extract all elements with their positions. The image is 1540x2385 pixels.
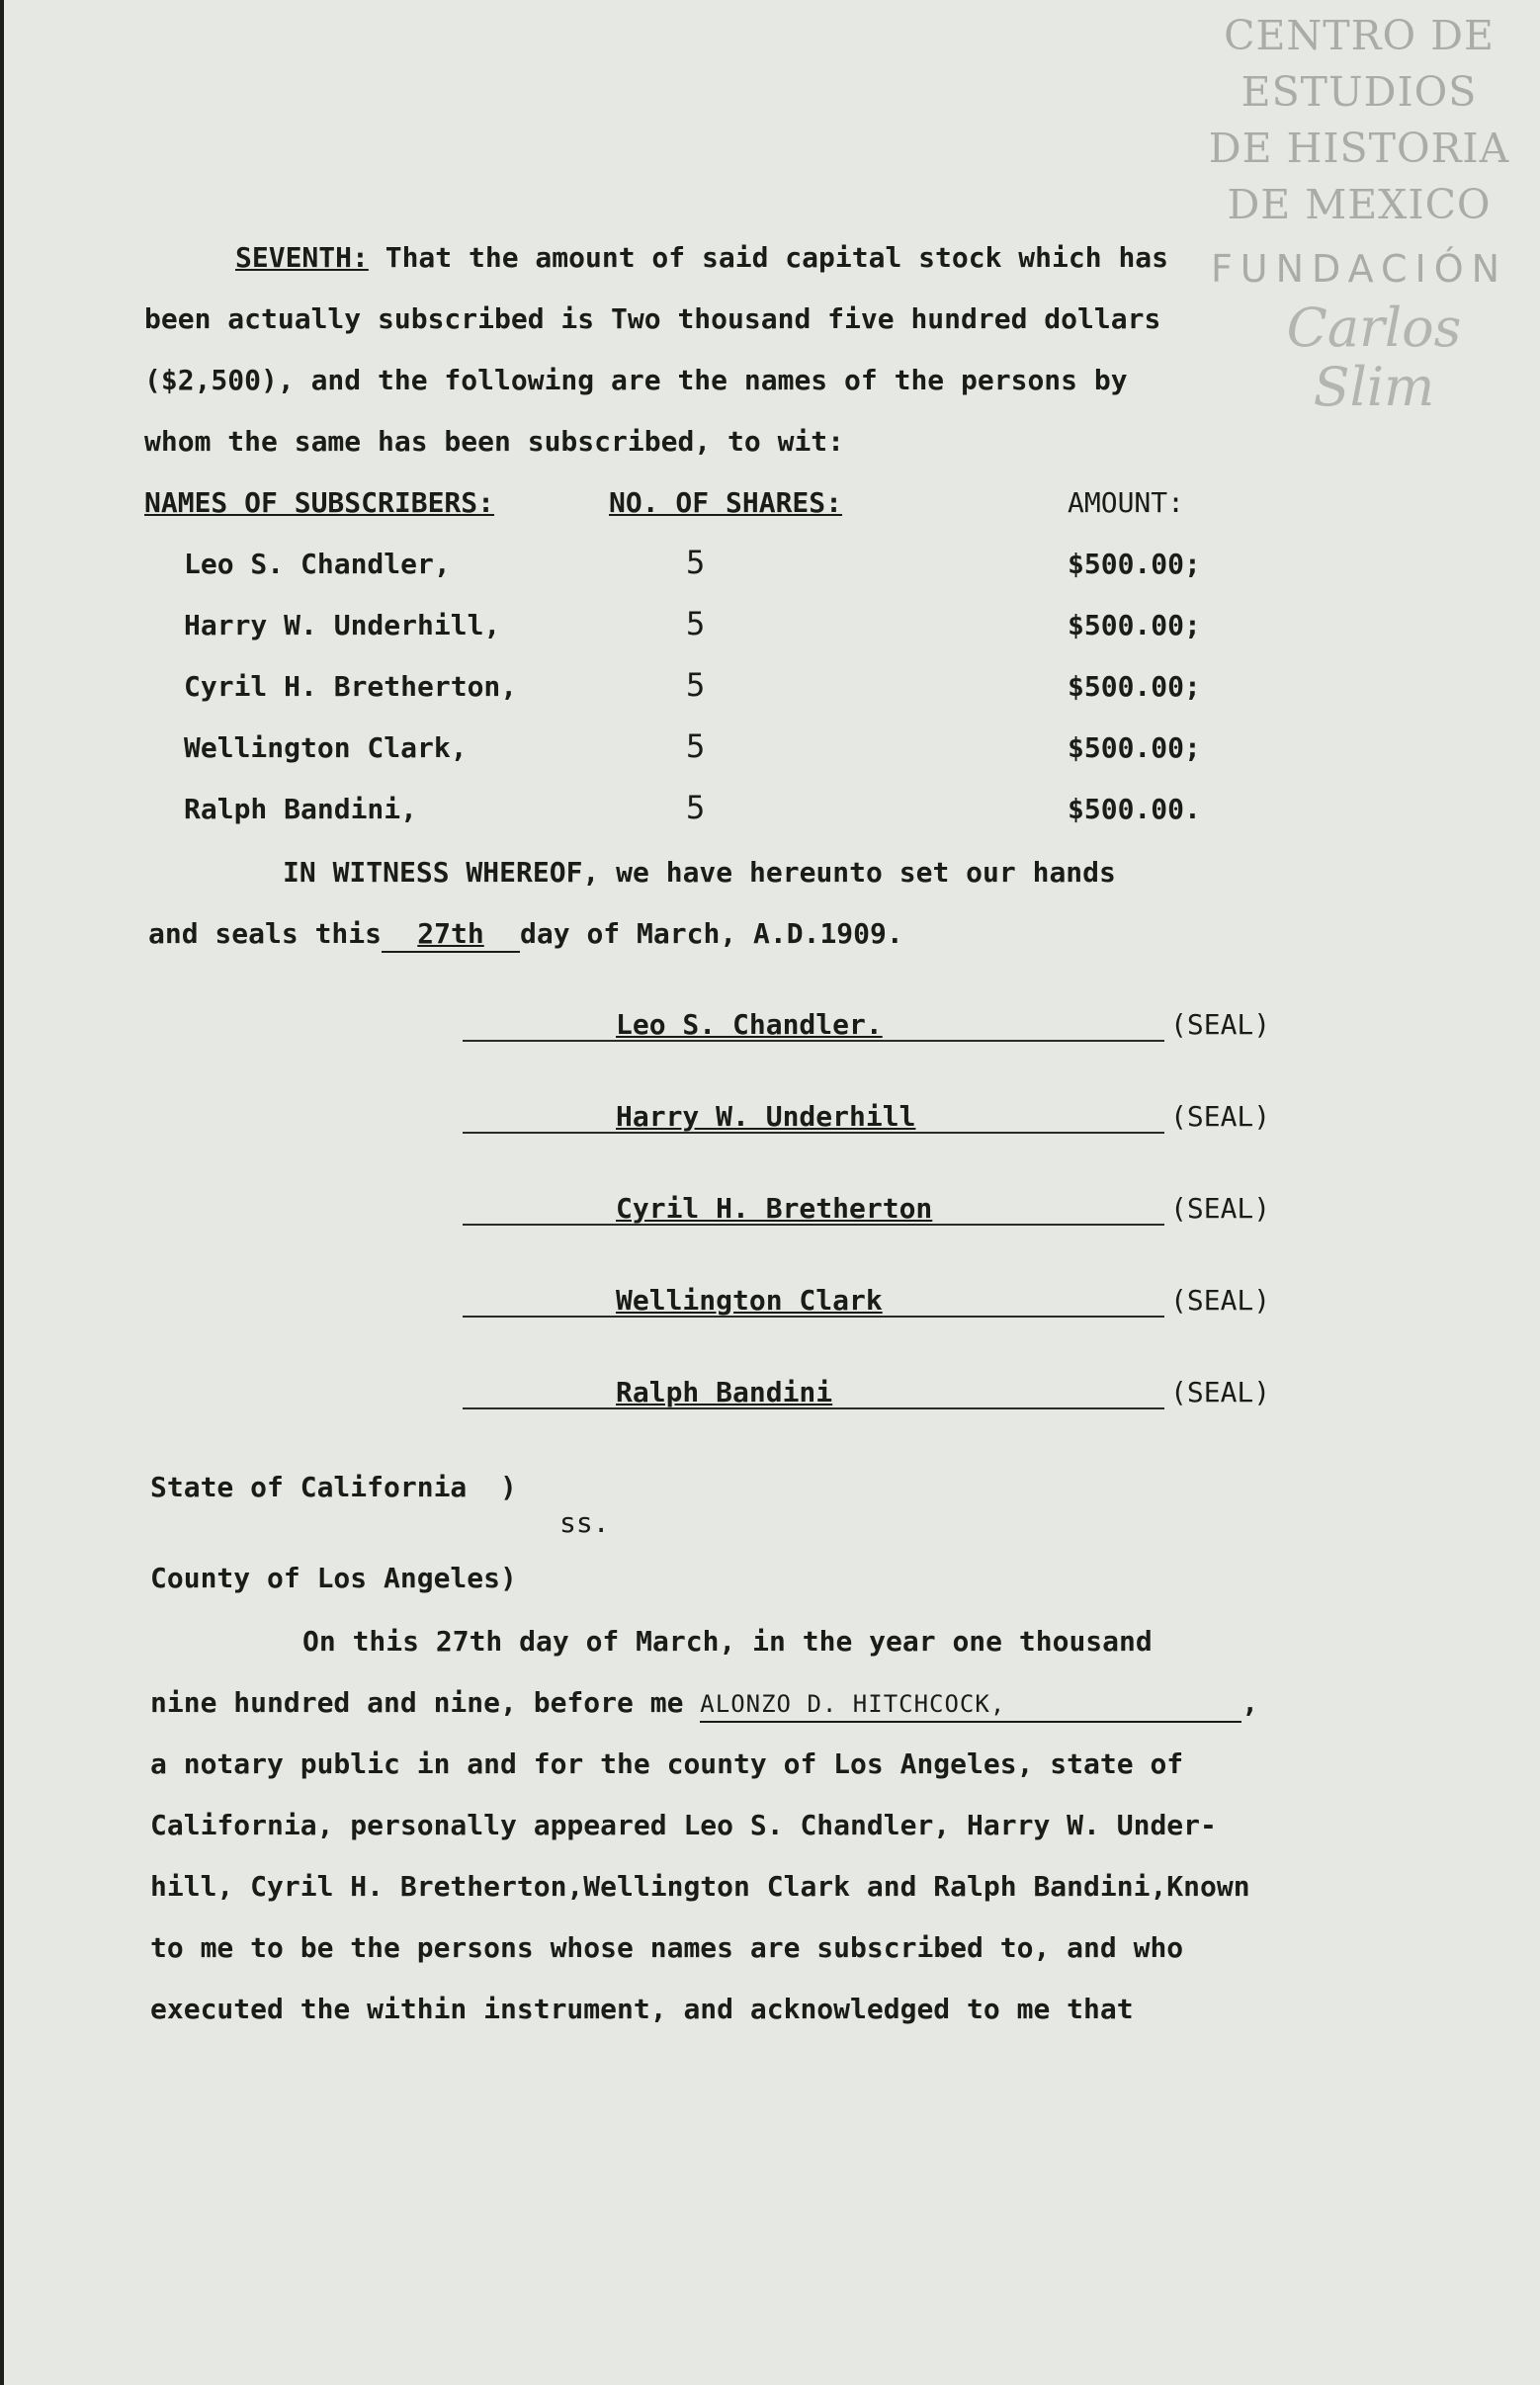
watermark-line: ESTUDIOS [1241,68,1478,116]
witness-line-2 [148,917,903,953]
table-row-shares: 5 [686,544,706,581]
table-header-names: NAMES OF SUBSCRIBERS: [144,486,495,519]
witness-line-2-end: day of March, A.D.1909. [520,917,903,950]
notary-line-3: a notary public in and for the county of Los Angeles, state of [150,1747,1184,1780]
notary-line-2 [150,1686,1258,1723]
table-row-name: Cyril H. Bretherton, [184,670,518,703]
witness-day-blank [382,917,520,953]
seal-label: (SEAL) [1170,1284,1271,1317]
signature-name: Wellington Clark [616,1284,883,1317]
document-page [4,0,1540,2385]
table-header-shares: NO. OF SHARES: [609,486,843,519]
notary-line-2-start: nine hundred and nine, before me [150,1686,684,1719]
table-row-shares: 5 [686,727,706,765]
archive-watermark [1196,8,1522,417]
table-row-shares: 5 [686,789,706,826]
venue-ss: ss. [559,1506,610,1539]
venue-state: State of California ) [150,1471,517,1503]
signature-row [463,1008,1271,1048]
signature-row [463,1284,1271,1323]
table-row-shares: 5 [686,666,706,704]
table-row-amount: $500.00; [1068,731,1201,764]
seventh-line-4: whom the same has been subscribed, to wit: [144,425,845,458]
seal-label: (SEAL) [1170,1376,1271,1408]
notary-line-6: to me to be the persons whose names are subscribed to, and who [150,1931,1184,1964]
table-row-name: Leo S. Chandler, [184,548,451,580]
seventh-line-1 [235,241,1168,275]
watermark-line: CENTRO DE [1224,12,1495,59]
signature-row [463,1376,1271,1415]
notary-line-5: hill, Cyril H. Bretherton,Wellington Clark and Ralph Bandini,Known [150,1870,1250,1903]
table-row-amount: $500.00; [1068,670,1201,703]
seal-label: (SEAL) [1170,1100,1271,1133]
watermark-line: DE HISTORIA [1208,125,1510,172]
signature-name: Cyril H. Bretherton [616,1192,933,1225]
watermark-line: DE MEXICO [1227,181,1492,228]
table-row-amount: $500.00; [1068,548,1201,580]
notary-name: ALONZO D. HITCHCOCK, [700,1690,1006,1718]
watermark-script: Carlos Slim [1286,297,1462,418]
table-row-name: Wellington Clark, [184,731,468,764]
table-header-amount: AMOUNT: [1068,486,1185,519]
table-row-name: Harry W. Underhill, [184,609,501,641]
signature-row [463,1192,1271,1232]
signature-name: Harry W. Underhill [616,1100,916,1133]
signature-name: Leo S. Chandler. [616,1008,883,1041]
witness-line-2-start: and seals this [148,917,383,950]
seventh-heading: SEVENTH: [235,241,369,274]
table-row-amount: $500.00. [1068,793,1201,825]
venue-county: County of Los Angeles) [150,1562,517,1594]
table-row-amount: $500.00; [1068,609,1201,641]
notary-line-1: On this 27th day of March, in the year one thousand [302,1625,1153,1658]
witness-day: 27th [417,917,484,950]
seventh-line-1-text: That the amount of said capital stock which has [368,241,1169,274]
notary-line-4: California, personally appeared Leo S. Chandler, Harry W. Under- [150,1809,1217,1841]
table-row-shares: 5 [686,605,706,642]
watermark-fundacion: FUNDACIÓN [1210,247,1508,291]
seventh-line-2: been actually subscribed is Two thousand five hundred dollars [144,302,1161,335]
signature-row [463,1100,1271,1140]
table-row-name: Ralph Bandini, [184,793,418,825]
notary-line-7: executed the within instrument, and acknowledged to me that [150,1993,1134,2025]
witness-line-1: IN WITNESS WHEREOF, we have hereunto set our hands [283,856,1116,889]
notary-name-blank [700,1686,1241,1723]
signature-name: Ralph Bandini [616,1376,833,1408]
seal-label: (SEAL) [1170,1008,1271,1041]
seventh-line-3: ($2,500), and the following are the names of the persons by [144,364,1128,396]
notary-line-2-end: , [1241,1686,1259,1719]
seal-label: (SEAL) [1170,1192,1271,1225]
